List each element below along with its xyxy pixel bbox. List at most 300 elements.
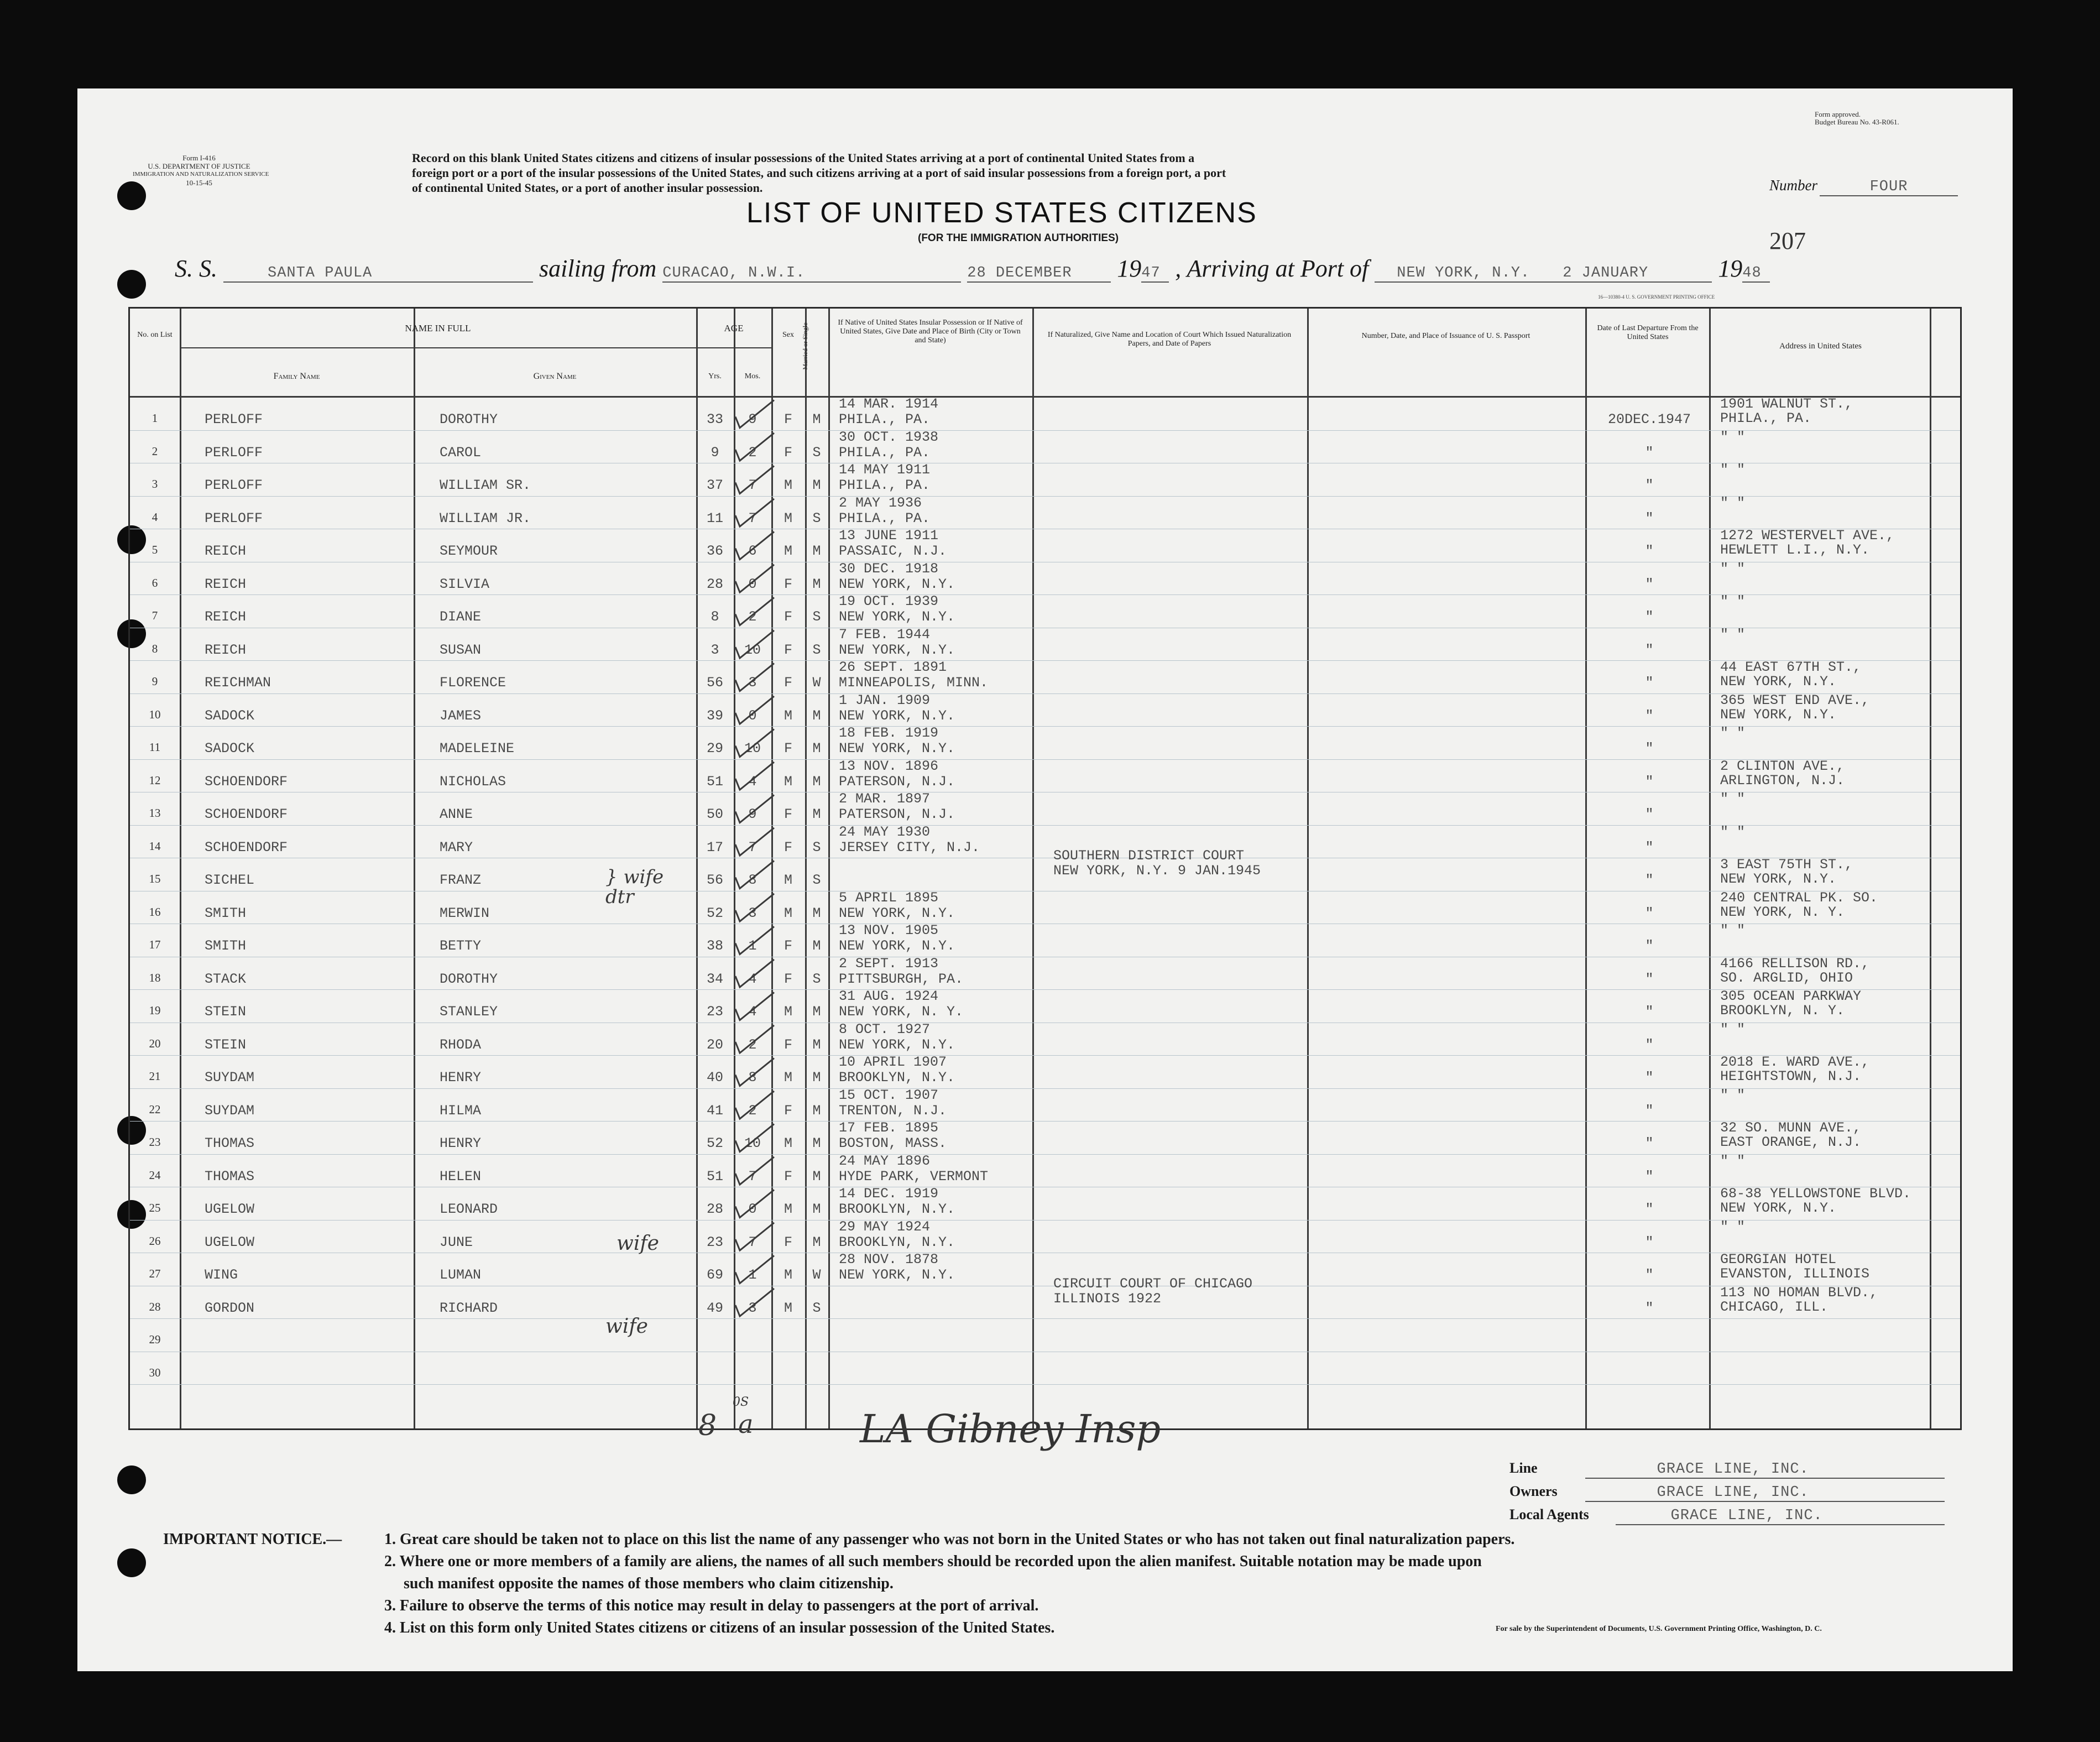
birth-date: 10 APRIL 1907 bbox=[839, 1054, 947, 1070]
sex: M bbox=[783, 905, 792, 921]
family-name: THOMAS bbox=[205, 1168, 255, 1185]
birth-date: 28 NOV. 1878 bbox=[839, 1251, 939, 1268]
line-label: Line bbox=[1509, 1460, 1538, 1476]
departure-date: " bbox=[1645, 872, 1654, 888]
given-name: JAMES bbox=[440, 707, 482, 724]
owners-field bbox=[1509, 1483, 1945, 1502]
sex: M bbox=[783, 1267, 792, 1283]
given-name: MADELEINE bbox=[440, 740, 515, 757]
age-years: 17 bbox=[706, 839, 723, 856]
row-number: 22 bbox=[149, 1102, 161, 1116]
family-name: SICHEL bbox=[205, 872, 255, 888]
row-number: 14 bbox=[149, 839, 161, 853]
given-name: FLORENCE bbox=[440, 675, 506, 691]
page-title: LIST OF UNITED STATES CITIZENS bbox=[746, 197, 1257, 229]
row-number: 15 bbox=[149, 872, 161, 885]
age-years: 11 bbox=[706, 510, 723, 526]
age-years: 28 bbox=[706, 576, 723, 592]
marital-status: S bbox=[812, 609, 821, 625]
family-name: STEIN bbox=[205, 1004, 247, 1020]
sex: F bbox=[783, 839, 792, 856]
birth-place: BROOKLYN, N.Y. bbox=[839, 1234, 955, 1250]
sex: F bbox=[783, 1168, 792, 1185]
naturalization-court: CIRCUIT COURT OF CHICAGO bbox=[1053, 1275, 1253, 1292]
age-months: 4 bbox=[748, 971, 757, 987]
handwritten-mos-total-sup: 0S bbox=[733, 1395, 749, 1409]
family-name: REICH bbox=[205, 641, 247, 658]
family-name: WING bbox=[205, 1267, 238, 1283]
row-number: 8 bbox=[152, 641, 158, 655]
departure-date: " bbox=[1645, 1070, 1654, 1086]
marital-status: M bbox=[812, 477, 821, 493]
sailing-label: sailing from bbox=[539, 255, 657, 282]
birth-date: 2 MAR. 1897 bbox=[839, 791, 931, 807]
given-name: MERWIN bbox=[440, 905, 490, 921]
given-name: CAROL bbox=[440, 444, 482, 461]
col-header-family-name: Family Name bbox=[273, 372, 320, 381]
marital-status: M bbox=[812, 411, 821, 427]
age-months: 9 bbox=[748, 411, 757, 427]
age-years: 56 bbox=[706, 872, 723, 888]
form-date: 10-15-45 bbox=[186, 179, 212, 187]
age-months: 1 bbox=[748, 938, 757, 954]
age-months: 10 bbox=[744, 641, 761, 658]
marital-status: M bbox=[812, 543, 821, 559]
sex: M bbox=[783, 1004, 792, 1020]
address-line2: HEIGHTSTOWN, N.J. bbox=[1720, 1068, 1862, 1084]
check-mark bbox=[735, 598, 774, 625]
address-line1: " " bbox=[1720, 922, 1746, 938]
family-name: SCHOENDORF bbox=[205, 806, 288, 822]
sex: F bbox=[783, 411, 792, 427]
agents-label: Local Agents bbox=[1509, 1506, 1589, 1522]
departure-date: " bbox=[1645, 707, 1654, 724]
given-name: LUMAN bbox=[440, 1267, 482, 1283]
age-months: 6 bbox=[748, 543, 757, 559]
voyage-line bbox=[175, 254, 1770, 283]
arrive-year: 48 bbox=[1742, 265, 1770, 283]
given-name: DIANE bbox=[440, 609, 482, 625]
given-name: BETTY bbox=[440, 938, 482, 954]
col-header-age: AGE bbox=[724, 323, 744, 333]
address-line2: HEWLETT L.I., N.Y. bbox=[1720, 542, 1870, 558]
address-line2: PHILA., PA. bbox=[1720, 410, 1812, 426]
age-years: 56 bbox=[706, 675, 723, 691]
age-months: 7 bbox=[748, 839, 757, 856]
marital-status: M bbox=[812, 1004, 821, 1020]
age-months: 3 bbox=[748, 905, 757, 921]
departure-date: " bbox=[1645, 675, 1654, 691]
age-years: 37 bbox=[706, 477, 723, 493]
given-name: ANNE bbox=[440, 806, 473, 822]
check-mark bbox=[735, 729, 774, 757]
marital-status: M bbox=[812, 740, 821, 757]
departure-date: " bbox=[1645, 1201, 1654, 1217]
age-years: 51 bbox=[706, 1168, 723, 1185]
sex: F bbox=[783, 641, 792, 658]
family-name: SADOCK bbox=[205, 740, 255, 757]
birth-place: NEW YORK, N.Y. bbox=[839, 707, 955, 724]
address-line1: " " bbox=[1720, 725, 1746, 741]
age-months: 2 bbox=[748, 1102, 757, 1119]
ss-label: S. S. bbox=[175, 255, 217, 282]
check-mark bbox=[735, 861, 774, 889]
marital-status: M bbox=[812, 576, 821, 592]
ship-name: SANTA PAULA bbox=[223, 265, 533, 283]
row-number: 29 bbox=[149, 1333, 161, 1346]
address-line2: NEW YORK, N.Y. bbox=[1720, 674, 1837, 690]
punch-hole bbox=[117, 1548, 146, 1577]
birth-date: 13 JUNE 1911 bbox=[839, 528, 939, 544]
sex: M bbox=[783, 477, 792, 493]
row-number: 23 bbox=[149, 1135, 161, 1149]
address-line2: ARLINGTON, N.J. bbox=[1720, 772, 1845, 789]
age-years: 36 bbox=[706, 543, 723, 559]
age-years: 41 bbox=[706, 1102, 723, 1119]
departure-date: " bbox=[1645, 971, 1654, 987]
departure-date: " bbox=[1645, 806, 1654, 822]
departure-date: " bbox=[1645, 543, 1654, 559]
row-number: 12 bbox=[149, 773, 161, 787]
handwritten-note-wife-dtr: } wife dtr bbox=[605, 866, 664, 908]
department-name: U.S. DEPARTMENT OF JUSTICE bbox=[148, 162, 250, 170]
handwritten-mos-total: a bbox=[738, 1409, 754, 1439]
address-line2: NEW YORK, N.Y. bbox=[1720, 706, 1837, 723]
family-name: STEIN bbox=[205, 1036, 247, 1053]
family-name: UGELOW bbox=[205, 1234, 255, 1250]
birth-date: 31 AUG. 1924 bbox=[839, 988, 939, 1004]
given-name: DOROTHY bbox=[440, 971, 498, 987]
stamp-number: 207 bbox=[1769, 227, 1806, 254]
approval-line: Budget Bureau No. 43-R061. bbox=[1815, 118, 1899, 126]
address-line1: 1901 WALNUT ST., bbox=[1720, 396, 1853, 412]
owners-label: Owners bbox=[1509, 1483, 1558, 1499]
family-name: REICH bbox=[205, 609, 247, 625]
handwritten-yrs-total: 8 bbox=[698, 1409, 717, 1442]
sex: M bbox=[783, 543, 792, 559]
given-name: SEYMOUR bbox=[440, 543, 498, 559]
family-name: STACK bbox=[205, 971, 247, 987]
age-years: 52 bbox=[706, 905, 723, 921]
address-line1: " " bbox=[1720, 462, 1746, 478]
row-number: 26 bbox=[149, 1234, 161, 1248]
naturalization-court: SOUTHERN DISTRICT COURT bbox=[1053, 848, 1245, 864]
check-mark bbox=[735, 1157, 774, 1185]
marital-status: S bbox=[812, 641, 821, 658]
age-years: 29 bbox=[706, 740, 723, 757]
birth-date: 29 MAY 1924 bbox=[839, 1218, 931, 1235]
address-line2: NEW YORK, N.Y. bbox=[1720, 1200, 1837, 1216]
address-line1: " " bbox=[1720, 626, 1746, 643]
given-name: DOROTHY bbox=[440, 411, 498, 427]
row-number: 6 bbox=[152, 576, 158, 590]
punch-hole bbox=[117, 1465, 146, 1494]
col-header-passport: Number, Date, and Place of Issuance of U. S. Passport bbox=[1361, 332, 1530, 340]
inspector-signature: LA Gibney Insp bbox=[860, 1406, 1161, 1452]
address-line1: 44 EAST 67TH ST., bbox=[1720, 659, 1862, 675]
age-months: 2 bbox=[748, 444, 757, 461]
marital-status: S bbox=[812, 839, 821, 856]
departure-date: " bbox=[1645, 1135, 1654, 1151]
departure-date: " bbox=[1645, 773, 1654, 790]
check-mark bbox=[735, 466, 774, 494]
marital-status: M bbox=[812, 938, 821, 954]
row-number: 3 bbox=[152, 477, 158, 491]
arrive-date: 2 JANUARY bbox=[1563, 265, 1712, 283]
departure-date: " bbox=[1645, 477, 1654, 493]
approval-line: Form approved. bbox=[1815, 110, 1861, 118]
sex: F bbox=[783, 1234, 792, 1250]
age-years: 9 bbox=[711, 444, 719, 461]
given-name: WILLIAM SR. bbox=[440, 477, 531, 493]
birth-place: PHILA., PA. bbox=[839, 477, 931, 493]
sail-year: 47 bbox=[1141, 265, 1169, 283]
departure-date: " bbox=[1645, 1168, 1654, 1185]
col-header-departure: Date of Last Departure From the United States bbox=[1597, 324, 1699, 341]
agents-field bbox=[1509, 1506, 1945, 1525]
row-number: 1 bbox=[152, 411, 158, 425]
sex: F bbox=[783, 1036, 792, 1053]
sail-year-prefix: 19 bbox=[1117, 255, 1142, 282]
col-header-married: Married or Single bbox=[801, 322, 809, 370]
notice-item: such manifest opposite the names of those members who claim citizenship. bbox=[404, 1575, 894, 1592]
age-years: 23 bbox=[706, 1234, 723, 1250]
family-name: SCHOENDORF bbox=[205, 773, 288, 790]
sex: F bbox=[783, 740, 792, 757]
col-header-naturalized: If Naturalized, Give Name and Location of Court Which Issued Naturalization Papers, and Date of Papers bbox=[1047, 331, 1292, 348]
row-number: 30 bbox=[149, 1365, 161, 1379]
address-line1: " " bbox=[1720, 1152, 1746, 1169]
given-name: SUSAN bbox=[440, 641, 482, 658]
birth-place: NEW YORK, N.Y. bbox=[839, 740, 955, 757]
departure-date: " bbox=[1645, 740, 1654, 757]
number-label: Number bbox=[1769, 177, 1817, 194]
check-mark bbox=[735, 795, 774, 823]
check-mark bbox=[735, 1256, 774, 1284]
marital-status: M bbox=[812, 1168, 821, 1185]
departure-date: " bbox=[1645, 510, 1654, 526]
age-months: 8 bbox=[748, 872, 757, 888]
birth-date: 13 NOV. 1905 bbox=[839, 922, 939, 938]
age-years: 33 bbox=[706, 411, 723, 427]
departure-date: " bbox=[1645, 641, 1654, 658]
row-number: 20 bbox=[149, 1036, 161, 1050]
birth-place: HYDE PARK, VERMONT bbox=[839, 1168, 989, 1185]
departure-date: " bbox=[1645, 609, 1654, 625]
check-mark bbox=[735, 664, 774, 691]
col-header-given-name: Given Name bbox=[533, 372, 577, 381]
marital-status: M bbox=[812, 905, 821, 921]
marital-status: M bbox=[812, 1102, 821, 1119]
family-name: REICH bbox=[205, 543, 247, 559]
address-line2: CHICAGO, ILL. bbox=[1720, 1298, 1829, 1315]
given-name: RHODA bbox=[440, 1036, 482, 1053]
family-name: PERLOFF bbox=[205, 444, 263, 461]
birth-place: NEW YORK, N.Y. bbox=[839, 905, 955, 921]
birth-place: NEW YORK, N. Y. bbox=[839, 1004, 964, 1020]
address-line2: EVANSTON, ILLINOIS bbox=[1720, 1266, 1870, 1282]
age-years: 40 bbox=[706, 1070, 723, 1086]
list-number bbox=[1769, 177, 1958, 196]
age-years: 49 bbox=[706, 1300, 723, 1316]
line-field bbox=[1509, 1460, 1945, 1479]
sex: M bbox=[783, 1070, 792, 1086]
birth-date: 1 JAN. 1909 bbox=[839, 692, 931, 708]
birth-date: 5 APRIL 1895 bbox=[839, 889, 939, 906]
row-number: 10 bbox=[149, 707, 161, 721]
age-months: 10 bbox=[744, 1135, 761, 1151]
family-name: PERLOFF bbox=[205, 411, 263, 427]
marital-status: S bbox=[812, 971, 821, 987]
check-mark bbox=[735, 1190, 774, 1218]
notice-item: 2. Where one or more members of a family are aliens, the names of all such members should be recorded upon the alien manifest. Suitable notation may be made upon bbox=[384, 1553, 1482, 1570]
address-line1: 32 SO. MUNN AVE., bbox=[1720, 1120, 1862, 1136]
address-line2: SO. ARGLID, OHIO bbox=[1720, 969, 1853, 986]
intro-line: Record on this blank United States citizens and citizens of insular possessions of the United States arriving at a port of continental United States from a bbox=[412, 151, 1195, 165]
row-number: 17 bbox=[149, 938, 161, 951]
birth-place: TRENTON, N.J. bbox=[839, 1102, 947, 1119]
address-line1: 4166 RELLISON RD., bbox=[1720, 955, 1870, 972]
sex: M bbox=[783, 773, 792, 790]
family-name: PERLOFF bbox=[205, 510, 263, 526]
notice-item: 1. Great care should be taken not to place on this list the name of any passenger who was not born in the United States or who has not taken out final naturalization papers. bbox=[384, 1531, 1515, 1548]
given-name: NICHOLAS bbox=[440, 773, 506, 790]
address-line1: " " bbox=[1720, 560, 1746, 577]
family-name: SUYDAM bbox=[205, 1070, 255, 1086]
row-number: 21 bbox=[149, 1070, 161, 1083]
row-number: 25 bbox=[149, 1201, 161, 1214]
family-name: UGELOW bbox=[205, 1201, 255, 1217]
page-subtitle: (FOR THE IMMIGRATION AUTHORITIES) bbox=[918, 232, 1119, 244]
birth-date: 2 MAY 1936 bbox=[839, 494, 922, 511]
address-line1: 240 CENTRAL PK. SO. bbox=[1720, 889, 1878, 906]
age-months: 4 bbox=[748, 1004, 757, 1020]
sex: F bbox=[783, 609, 792, 625]
departure-date: " bbox=[1645, 839, 1654, 856]
punch-hole bbox=[117, 270, 146, 299]
arrival-port: NEW YORK, N.Y. bbox=[1375, 265, 1563, 283]
given-name: SILVIA bbox=[440, 576, 490, 592]
birth-date: 19 OCT. 1939 bbox=[839, 593, 939, 609]
birth-place: PATERSON, N.J. bbox=[839, 806, 955, 822]
given-name: LEONARD bbox=[440, 1201, 498, 1217]
sale-note: For sale by the Superintendent of Documents, U.S. Government Printing Office, Washington, D. C. bbox=[1496, 1625, 1822, 1633]
departure-date: " bbox=[1645, 1267, 1654, 1283]
age-months: 10 bbox=[744, 740, 761, 757]
marital-status: M bbox=[812, 1036, 821, 1053]
address-line1: GEORGIAN HOTEL bbox=[1720, 1251, 1837, 1268]
departure-date: " bbox=[1645, 1004, 1654, 1020]
age-months: 4 bbox=[748, 773, 757, 790]
family-name: REICH bbox=[205, 576, 247, 592]
departure-date: " bbox=[1645, 1300, 1654, 1316]
marital-status: M bbox=[812, 773, 821, 790]
marital-status: M bbox=[812, 1070, 821, 1086]
address-line1: " " bbox=[1720, 593, 1746, 609]
address-line1: " " bbox=[1720, 494, 1746, 511]
age-months: 8 bbox=[748, 1070, 757, 1086]
birth-date: 26 SEPT. 1891 bbox=[839, 659, 947, 675]
check-marks bbox=[130, 309, 1960, 1428]
given-name: HELEN bbox=[440, 1168, 482, 1185]
age-years: 3 bbox=[711, 641, 719, 658]
address-line1: 68-38 YELLOWSTONE BLVD. bbox=[1720, 1186, 1911, 1202]
birth-date: 7 FEB. 1944 bbox=[839, 626, 931, 643]
row-number: 24 bbox=[149, 1168, 161, 1182]
manifest-sheet bbox=[77, 88, 2013, 1671]
sail-date: 28 DECEMBER bbox=[967, 265, 1111, 283]
sex: M bbox=[783, 1300, 792, 1316]
given-name: WILLIAM JR. bbox=[440, 510, 531, 526]
birth-date: 15 OCT. 1907 bbox=[839, 1087, 939, 1103]
col-header-birth: If Native of United States Insular Possession or If Native of United States, Give Date and Place of Birth (City or Town and State) bbox=[838, 319, 1023, 345]
age-years: 52 bbox=[706, 1135, 723, 1151]
birth-place: JERSEY CITY, N.J. bbox=[839, 839, 980, 856]
age-years: 23 bbox=[706, 1004, 723, 1020]
address-line1: 305 OCEAN PARKWAY bbox=[1720, 988, 1862, 1004]
handwritten-note-wife: wife bbox=[605, 1315, 648, 1338]
check-mark bbox=[735, 1289, 774, 1316]
birth-date: 24 MAY 1896 bbox=[839, 1152, 931, 1169]
check-mark bbox=[735, 993, 774, 1020]
sex: F bbox=[783, 971, 792, 987]
address-line1: " " bbox=[1720, 1021, 1746, 1037]
family-name: SUYDAM bbox=[205, 1102, 255, 1119]
col-header-sex: Sex bbox=[782, 331, 794, 339]
birth-place: BROOKLYN, N.Y. bbox=[839, 1201, 955, 1217]
marital-status: S bbox=[812, 872, 821, 888]
service-name: IMMIGRATION AND NATURALIZATION SERVICE bbox=[133, 171, 269, 178]
sex: F bbox=[783, 938, 792, 954]
birth-place: NEW YORK, N.Y. bbox=[839, 1036, 955, 1053]
col-header-yrs: Yrs. bbox=[708, 372, 722, 380]
check-mark bbox=[735, 1124, 774, 1152]
birth-date: 14 DEC. 1919 bbox=[839, 1186, 939, 1202]
marital-status: S bbox=[812, 1300, 821, 1316]
age-months: 2 bbox=[748, 609, 757, 625]
address-line1: " " bbox=[1720, 1218, 1746, 1235]
birth-place: PHILA., PA. bbox=[839, 510, 931, 526]
sailing-port: CURACAO, N.W.I. bbox=[662, 265, 961, 283]
birth-date: 18 FEB. 1919 bbox=[839, 725, 939, 741]
col-header-mos: Mos. bbox=[744, 372, 761, 380]
arrive-year-prefix: 19 bbox=[1718, 255, 1743, 282]
given-name: HENRY bbox=[440, 1070, 482, 1086]
departure-date: " bbox=[1645, 576, 1654, 592]
check-mark bbox=[735, 433, 774, 461]
birth-date: 2 SEPT. 1913 bbox=[839, 955, 939, 972]
check-mark bbox=[735, 959, 774, 987]
family-name: SMITH bbox=[205, 905, 247, 921]
row-number: 7 bbox=[152, 609, 158, 622]
marital-status: M bbox=[812, 1234, 821, 1250]
departure-date: " bbox=[1645, 905, 1654, 921]
check-mark bbox=[735, 927, 774, 955]
age-months: 9 bbox=[748, 806, 757, 822]
given-name: JUNE bbox=[440, 1234, 473, 1250]
check-mark bbox=[735, 762, 774, 790]
birth-date: 13 NOV. 1896 bbox=[839, 758, 939, 774]
sex: F bbox=[783, 675, 792, 691]
row-number: 13 bbox=[149, 806, 161, 820]
line-value: GRACE LINE, INC. bbox=[1585, 1461, 1945, 1479]
row-number: 18 bbox=[149, 971, 161, 984]
address-line1: 3 EAST 75TH ST., bbox=[1720, 857, 1853, 873]
check-mark bbox=[735, 499, 774, 526]
check-mark bbox=[735, 630, 774, 658]
arriving-label: , Arriving at Port of bbox=[1175, 255, 1369, 282]
sex: F bbox=[783, 444, 792, 461]
